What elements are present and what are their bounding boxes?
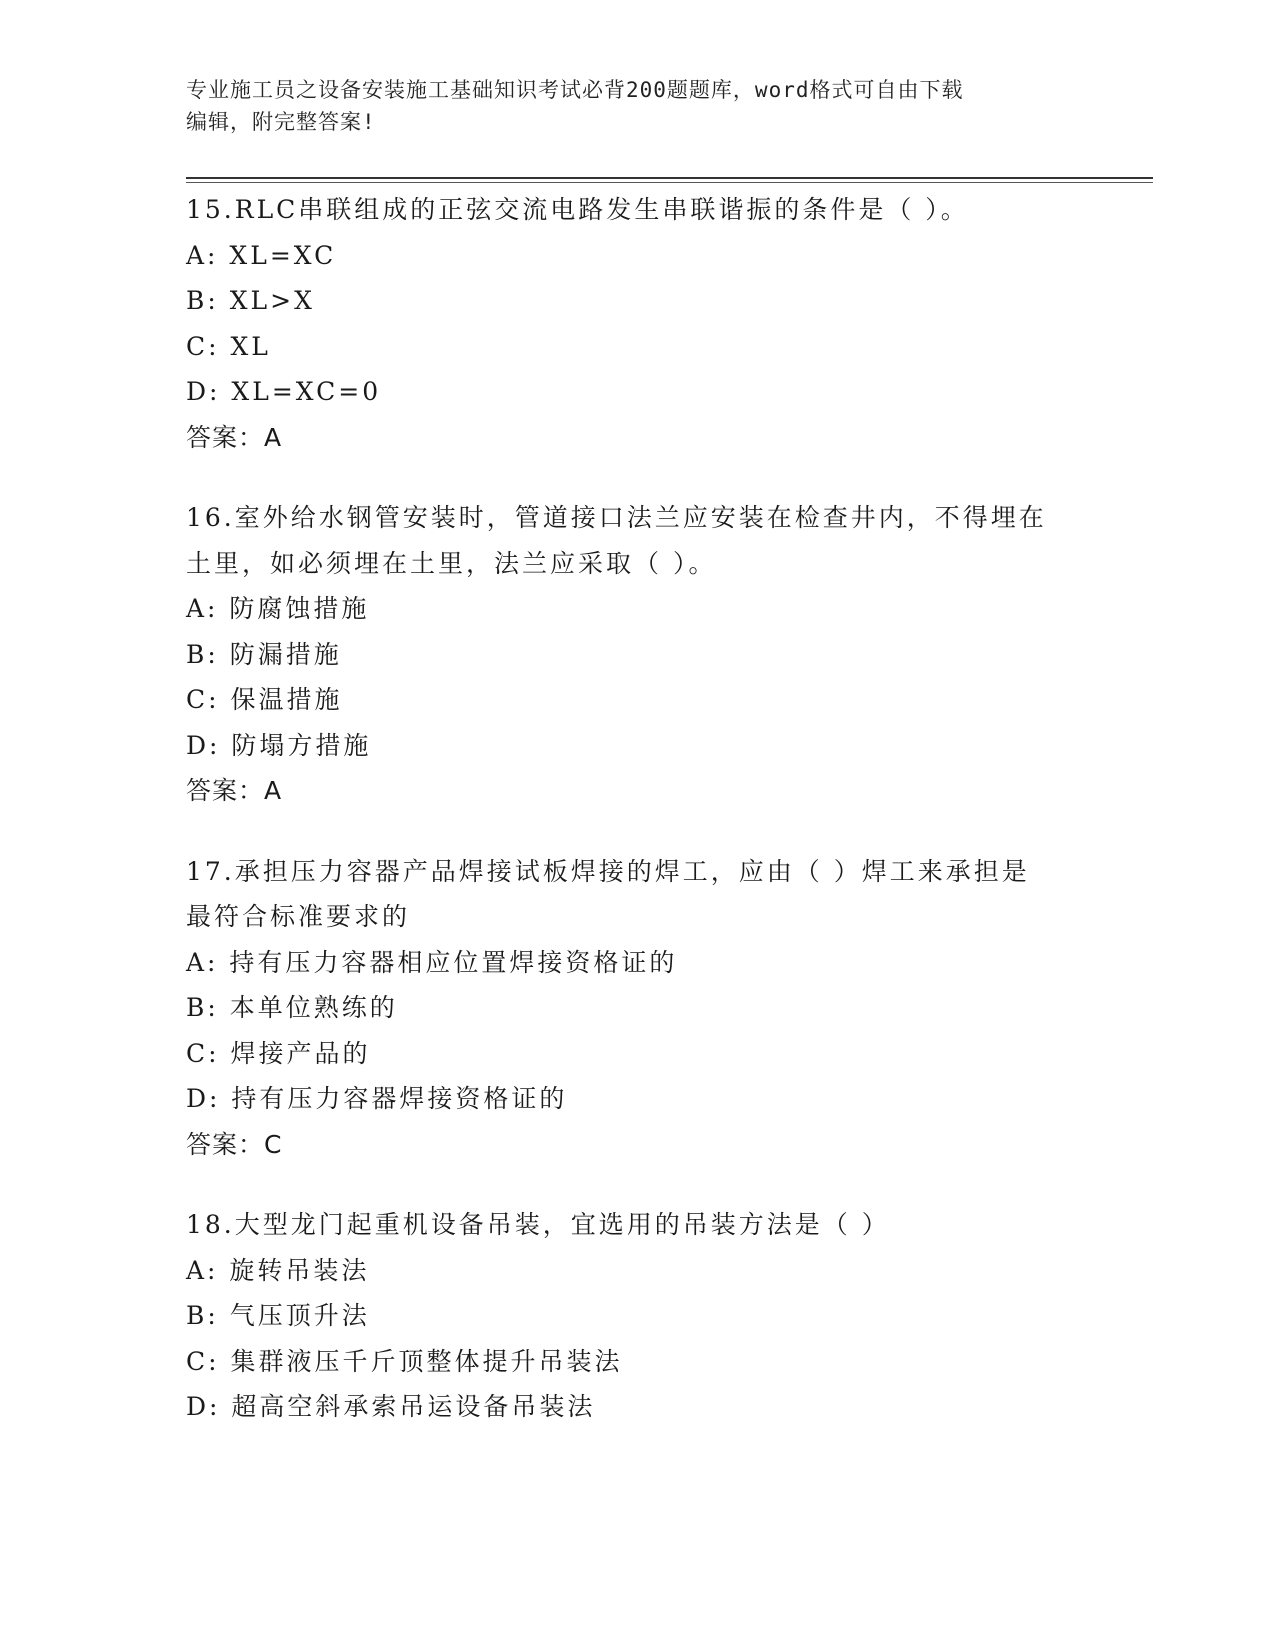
answer-line: 答案：A: [186, 422, 283, 452]
option-c: C: 焊接产品的: [186, 1038, 371, 1068]
header-divider-thin: [186, 182, 1153, 183]
option-d: D: 防塌方措施: [186, 730, 372, 760]
question-stem: 17.承担压力容器产品焊接试板焊接的焊工，应由（ ）焊工来承担是: [186, 856, 1030, 886]
question-15: [186, 187, 1086, 460]
option-d: D: 持有压力容器焊接资格证的: [186, 1084, 568, 1113]
answer-line: 答案：C: [186, 1129, 283, 1159]
header-line-1: 专业施工员之设备安装施工基础知识考试必背200题题库，word格式可自由下载: [186, 78, 964, 102]
option-b: B: 防漏措施: [186, 639, 342, 669]
option-a: A: 防腐蚀措施: [186, 594, 370, 623]
header-divider-thick: [186, 177, 1153, 179]
question-list: [186, 187, 1086, 1465]
option-c: C: XL: [186, 331, 271, 361]
option-b: B: 本单位熟练的: [186, 993, 398, 1022]
option-a: A: 旋转吊装法: [186, 1255, 370, 1285]
option-b: B: XL>X: [186, 286, 315, 315]
header-line-2: 编辑，附完整答案!: [186, 110, 376, 134]
answer-line: 答案：A: [186, 776, 283, 805]
document-header: [186, 74, 1066, 138]
question-stem-continued: 最符合标准要求的: [186, 902, 411, 931]
option-c: C: 集群液压千斤顶整体提升吊装法: [186, 1346, 623, 1376]
option-b: B: 气压顶升法: [186, 1301, 370, 1330]
option-a: A: 持有压力容器相应位置焊接资格证的: [186, 947, 678, 977]
option-c: C: 保温措施: [186, 685, 343, 714]
question-stem: 15.RLC串联组成的正弦交流电路发生串联谐振的条件是（ ）。: [186, 195, 969, 224]
option-d: D: 超高空斜承索吊运设备吊装法: [186, 1392, 596, 1421]
option-a: A: XL=XC: [186, 240, 337, 270]
question-stem-continued: 土里，如必须埋在土里，法兰应采取（ ）。: [186, 548, 717, 578]
question-stem: 18.大型龙门起重机设备吊装，宜选用的吊装方法是（ ）: [186, 1210, 890, 1239]
question-17: [186, 849, 1086, 1168]
question-stem: 16.室外给水钢管安装时，管道接口法兰应安装在检查井内，不得埋在: [186, 503, 1047, 532]
option-d: D: XL=XC=0: [186, 377, 382, 406]
question-18: [186, 1202, 1086, 1430]
question-16: [186, 495, 1086, 814]
